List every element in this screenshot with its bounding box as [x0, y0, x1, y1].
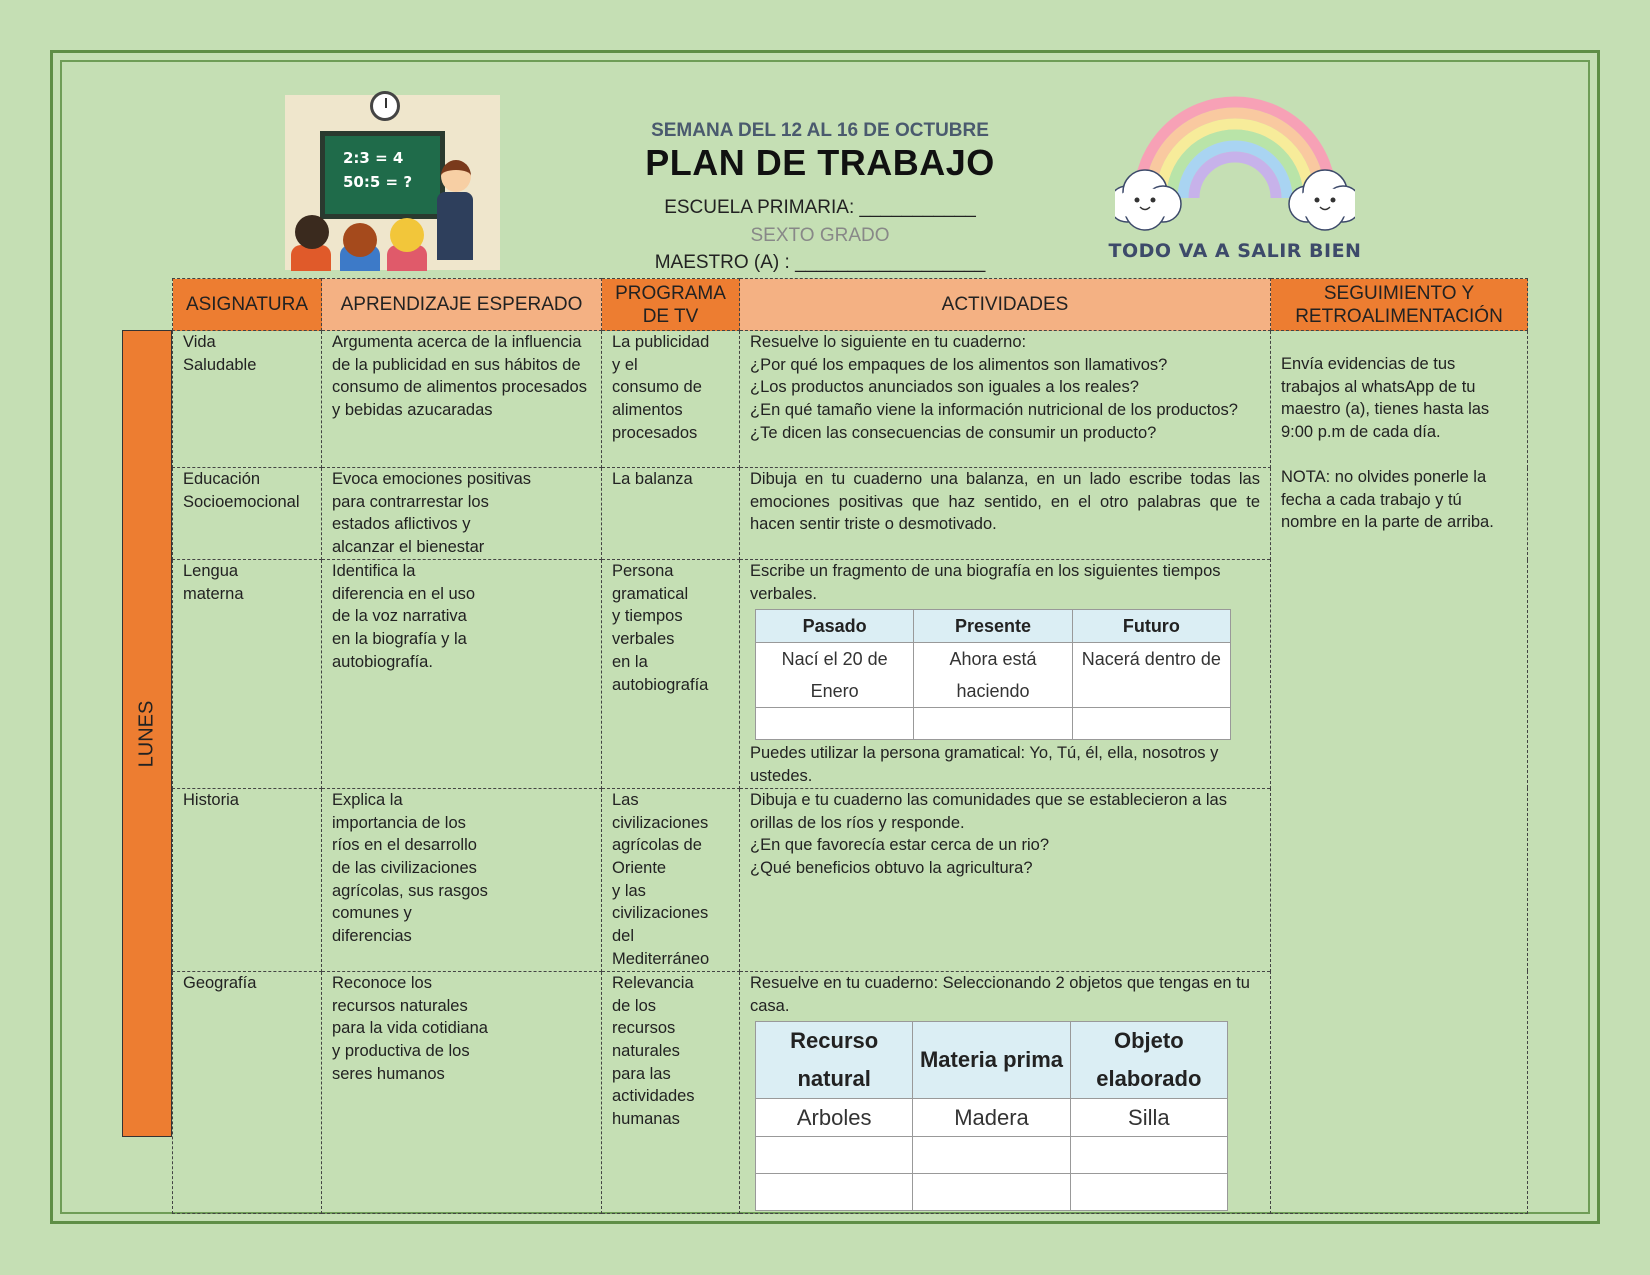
resource-cell: Madera	[913, 1099, 1070, 1137]
activity-cell	[740, 971, 1271, 1213]
table-header-row	[173, 279, 1528, 331]
tense-cell-empty	[756, 708, 914, 740]
tense-header-future: Futuro	[1072, 610, 1230, 643]
teacher-figure-icon	[435, 160, 475, 260]
subject-cell: Educación Socioemocional	[173, 468, 322, 560]
resource-header-raw: Materia prima	[913, 1022, 1070, 1099]
activity-cell: Dibuja e tu cuaderno las comunidades que se establecieron a las orillas de los ríos y responde. ¿En que favorecía estar cerca de un rio? ¿Qué beneficios obtuvo la agricultura?	[740, 788, 1271, 971]
verb-tense-table	[755, 609, 1231, 740]
chalkboard	[320, 131, 445, 219]
subject-cell: Historia	[173, 788, 322, 971]
resource-cell: Silla	[1070, 1099, 1227, 1137]
learning-cell: Reconoce los recursos naturales para la vida cotidiana y productiva de los seres humanos	[322, 971, 602, 1213]
subject-cell: Lengua materna	[173, 560, 322, 789]
student-icon	[390, 218, 424, 252]
tense-header-present: Presente	[914, 610, 1072, 643]
work-plan-table	[172, 278, 1528, 1214]
activity-note: Puedes utilizar la persona gramatical: Yo, Tú, él, ella, nosotros y ustedes.	[750, 744, 1219, 786]
tense-header-past: Pasado	[756, 610, 914, 643]
tv-cell: Las civilizaciones agrícolas de Oriente y las civilizaciones del Mediterráneo	[602, 788, 740, 971]
tense-cell: Nací el 20 de Enero	[756, 643, 914, 708]
learning-cell: Identifica la diferencia en el uso de la voz narrativa en la biografía y la autobiografía.	[322, 560, 602, 789]
resource-cell: Arboles	[756, 1099, 913, 1137]
header-activities: ACTIVIDADES	[740, 279, 1271, 331]
teacher-line: MAESTRO (A) : __________________	[654, 252, 986, 273]
followup-note: NOTA: no olvides ponerle la fecha a cada trabajo y tú nombre en la parte de arriba.	[1281, 467, 1494, 532]
rainbow-band	[1194, 157, 1276, 198]
grade-line: SEXTO GRADO	[750, 225, 890, 246]
rainbow-icon	[1115, 88, 1355, 248]
learning-cell: Evoca emociones positivas para contrarrestar los estados aflictivos y alcanzar el bienestar	[322, 468, 602, 560]
learning-cell: Argumenta acerca de la influencia de la publicidad en sus hábitos de consumo de alimentos procesados y bebidas azucaradas	[322, 331, 602, 468]
tense-cell: Nacerá dentro de	[1072, 643, 1230, 708]
slogan: TODO VA A SALIR BIEN	[1108, 240, 1362, 262]
activity-cell: Resuelve lo siguiente en tu cuaderno: ¿Por qué los empaques de los alimentos son llamativos? ¿Los productos anunciados son iguales a los reales? ¿En qué tamaño viene la información nutricional de los productos? ¿Te dicen las consecuencias de consumir un producto?	[740, 331, 1271, 468]
teacher-classroom-illustration	[285, 95, 500, 270]
tv-cell: Relevancia de los recursos naturales para las actividades humanas	[602, 971, 740, 1213]
followup-cell	[1271, 331, 1528, 1214]
activity-cell: Dibuja en tu cuaderno una balanza, en un lado escribe todas las emociones positivas que haz sentido, en el otro palabras que te hacen sentir triste o desmotivado.	[740, 468, 1271, 560]
subject-cell: Vida Saludable	[173, 331, 322, 468]
subject-cell: Geografía	[173, 971, 322, 1213]
board-line-2: 50:5 = ?	[343, 173, 413, 191]
learning-cell: Explica la importancia de los ríos en el desarrollo de las civilizaciones agrícolas, sus rasgos comunes y diferencias	[322, 788, 602, 971]
resource-cell-empty	[913, 1137, 1070, 1174]
clock-icon	[370, 91, 400, 121]
header-followup: SEGUIMIENTO Y RETROALIMENTACIÓN	[1271, 279, 1528, 331]
resource-header-natural: Recurso natural	[756, 1022, 913, 1099]
followup-text: Envía evidencias de tus trabajos al whatsApp de tu maestro (a), tienes hasta las 9:00 p.m de cada día.	[1281, 355, 1490, 442]
resource-cell-empty	[1070, 1137, 1227, 1174]
tense-cell-empty	[1072, 708, 1230, 740]
tv-cell: La balanza	[602, 468, 740, 560]
natural-resources-table	[755, 1021, 1228, 1211]
header-subject: ASIGNATURA	[173, 279, 322, 331]
tv-cell: Persona gramatical y tiempos verbales en la autobiografía	[602, 560, 740, 789]
tense-cell-empty	[914, 708, 1072, 740]
activity-text: Escribe un fragmento de una biografía en los siguientes tiempos verbales.	[750, 562, 1221, 603]
activity-cell	[740, 560, 1271, 789]
board-line-1: 2:3 = 4	[343, 149, 404, 167]
resource-cell-empty	[756, 1137, 913, 1174]
week-range: SEMANA DEL 12 AL 16 DE OCTUBRE	[651, 120, 989, 141]
activity-text: Resuelve en tu cuaderno: Seleccionando 2 objetos que tengas en tu casa.	[750, 973, 1250, 1015]
header-tv: PROGRAMA DE TV	[602, 279, 740, 331]
resource-cell-empty	[913, 1174, 1070, 1211]
page-title: PLAN DE TRABAJO	[645, 142, 995, 183]
resource-cell-empty	[1070, 1174, 1227, 1211]
header-learning: APRENDIZAJE ESPERADO	[322, 279, 602, 331]
day-column	[122, 330, 172, 1137]
table-row	[173, 331, 1528, 468]
resource-cell-empty	[756, 1174, 913, 1211]
school-line: ESCUELA PRIMARIA: ___________	[664, 197, 976, 218]
tv-cell: La publicidad y el consumo de alimentos procesados	[602, 331, 740, 468]
tense-cell: Ahora está haciendo	[914, 643, 1072, 708]
student-icon	[295, 215, 329, 249]
day-label: LUNES	[135, 700, 158, 767]
resource-header-product: Objeto elaborado	[1070, 1022, 1227, 1099]
student-icon	[343, 223, 377, 257]
